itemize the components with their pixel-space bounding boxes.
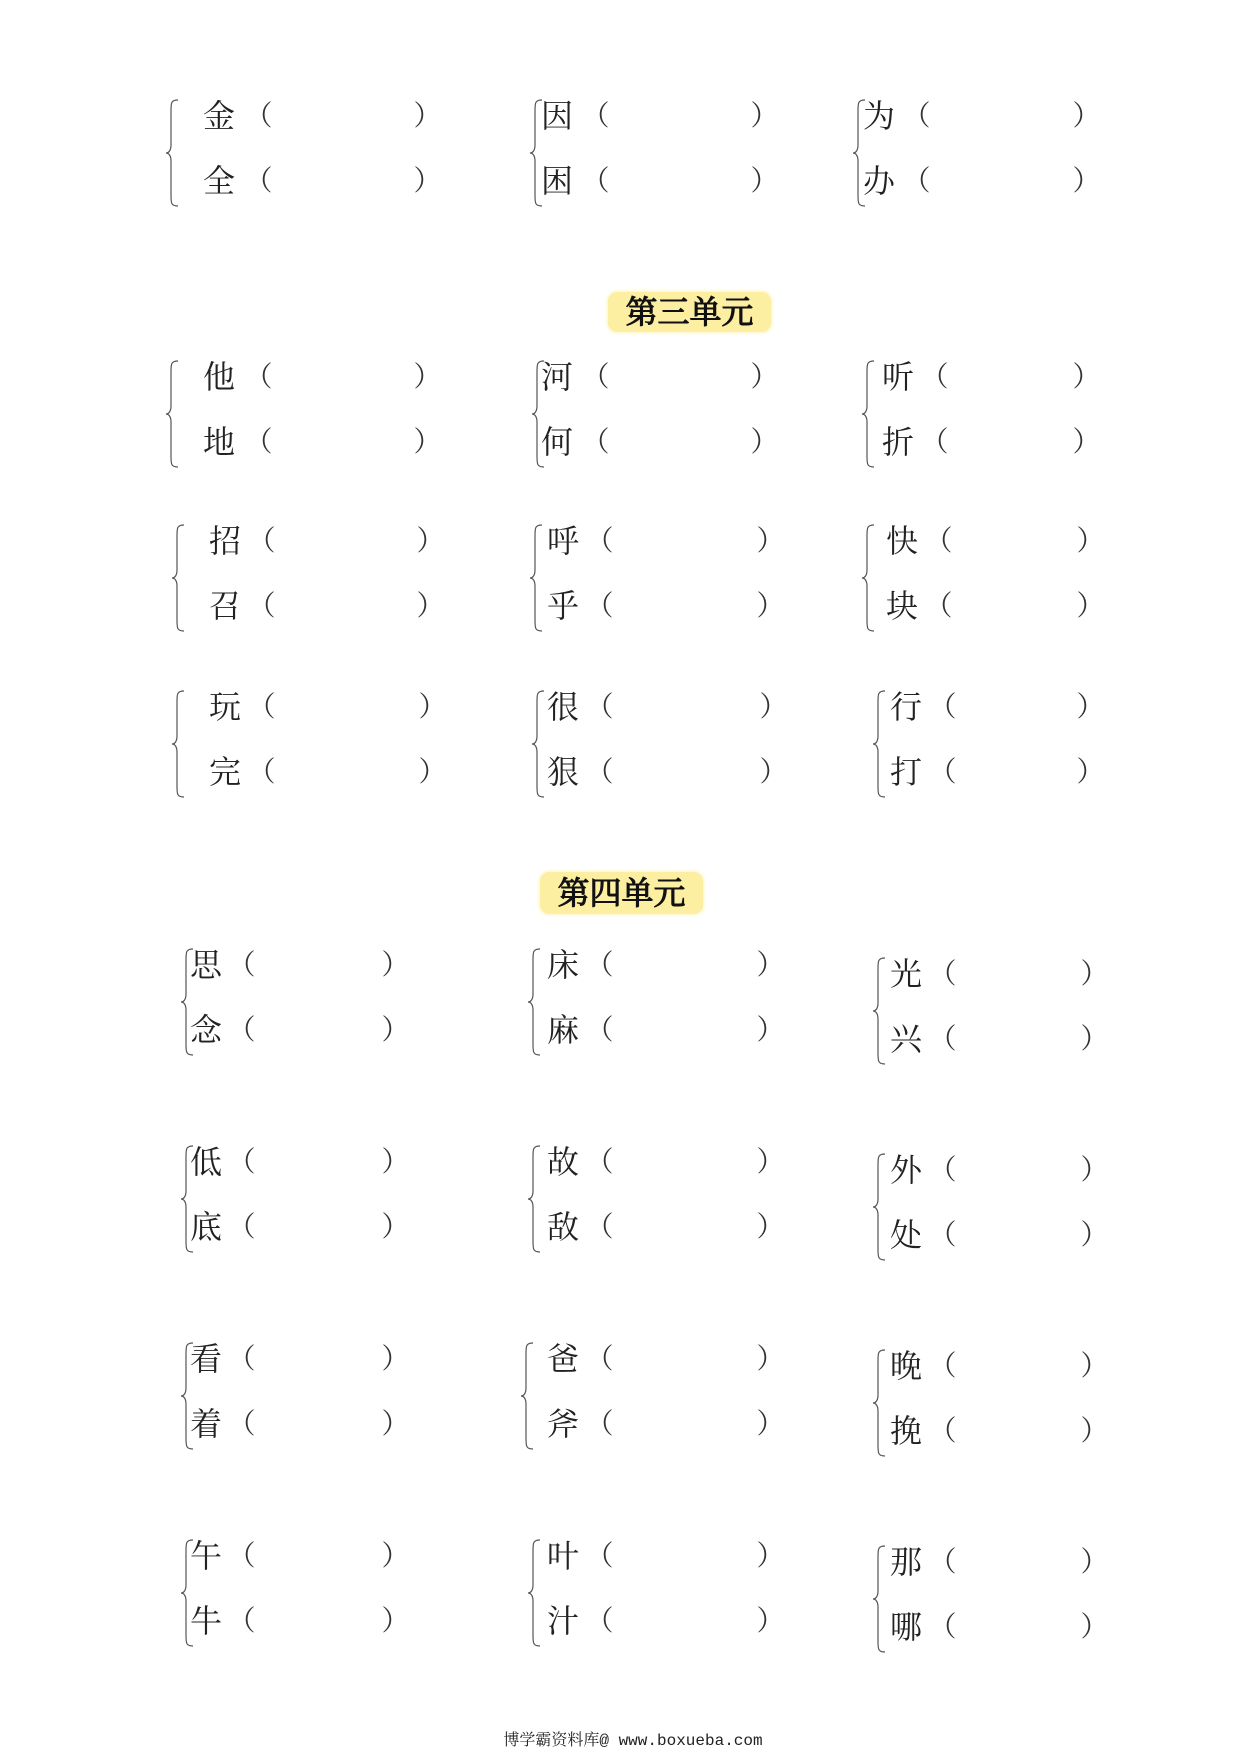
close-paren: ）: [750, 425, 779, 458]
pair-row: [180, 1604, 460, 1638]
open-paren: （: [227, 1539, 256, 1572]
pair-row: [527, 1013, 807, 1047]
close-paren: ）: [1072, 99, 1101, 132]
pair-row: [531, 360, 811, 394]
pair-row: [852, 99, 1132, 133]
close-paren: ）: [381, 1342, 410, 1375]
char-pair: [872, 1349, 1152, 1457]
open-paren: （: [928, 1218, 957, 1251]
character: 光: [889, 955, 922, 993]
character: 打: [889, 753, 922, 791]
character: 他: [202, 358, 235, 396]
close-paren: ）: [381, 1407, 410, 1440]
pair-row: [872, 1153, 1152, 1187]
open-paren: （: [247, 755, 276, 788]
open-paren: （: [247, 589, 276, 622]
open-paren: （: [581, 164, 610, 197]
character: 午: [189, 1537, 222, 1575]
open-paren: （: [244, 99, 273, 132]
open-paren: （: [581, 360, 610, 393]
char-pair: [852, 99, 1132, 207]
pair-row: [872, 1545, 1152, 1579]
open-paren: （: [902, 164, 931, 197]
open-paren: （: [247, 690, 276, 723]
char-pair: [529, 99, 809, 207]
open-paren: （: [244, 425, 273, 458]
pair-row: [527, 1145, 807, 1179]
character: 狠: [546, 753, 579, 791]
open-paren: （: [247, 524, 276, 557]
close-paren: ）: [1080, 1349, 1109, 1382]
pair-row: [861, 360, 1141, 394]
pair-row: [171, 755, 451, 789]
open-paren: （: [585, 1407, 614, 1440]
open-paren: （: [585, 1145, 614, 1178]
close-paren: ）: [759, 755, 788, 788]
close-paren: ）: [413, 425, 442, 458]
character: 玩: [208, 688, 241, 726]
character: 地: [202, 423, 235, 461]
close-paren: ）: [413, 360, 442, 393]
char-pair: [527, 1539, 807, 1647]
close-paren: ）: [413, 164, 442, 197]
character: 行: [889, 688, 922, 726]
pair-row: [180, 948, 460, 982]
close-paren: ）: [756, 948, 785, 981]
char-pair: [171, 690, 451, 798]
close-paren: ）: [756, 1604, 785, 1637]
open-paren: （: [928, 1349, 957, 1382]
pair-row: [180, 1145, 460, 1179]
pair-row: [527, 1210, 807, 1244]
close-paren: ）: [756, 1342, 785, 1375]
char-pair: [872, 1153, 1152, 1261]
pair-row: [171, 524, 451, 558]
close-paren: ）: [750, 164, 779, 197]
character: 块: [885, 587, 918, 625]
character: 晚: [889, 1347, 922, 1385]
close-paren: ）: [756, 524, 785, 557]
char-pair: [165, 360, 445, 468]
char-pair: [872, 957, 1152, 1065]
close-paren: ）: [759, 690, 788, 723]
char-pair: [531, 360, 811, 468]
char-pair: [527, 1145, 807, 1253]
open-paren: （: [585, 1539, 614, 1572]
close-paren: ）: [750, 360, 779, 393]
pair-row: [852, 164, 1132, 198]
character: 因: [540, 97, 573, 135]
open-paren: （: [920, 360, 949, 393]
char-pair: [531, 690, 811, 798]
pair-row: [520, 1342, 800, 1376]
open-paren: （: [920, 425, 949, 458]
char-pair: [171, 524, 451, 632]
open-paren: （: [227, 948, 256, 981]
close-paren: ）: [1076, 690, 1105, 723]
character: 招: [208, 522, 241, 560]
character: 为: [862, 97, 895, 135]
close-paren: ）: [1076, 589, 1105, 622]
close-paren: ）: [416, 524, 445, 557]
pair-row: [861, 425, 1141, 459]
pair-row: [180, 1539, 460, 1573]
open-paren: （: [227, 1407, 256, 1440]
close-paren: ）: [381, 948, 410, 981]
open-paren: （: [585, 948, 614, 981]
open-paren: （: [227, 1145, 256, 1178]
close-paren: ）: [1080, 1218, 1109, 1251]
open-paren: （: [928, 1022, 957, 1055]
close-paren: ）: [756, 1210, 785, 1243]
close-paren: ）: [1080, 1022, 1109, 1055]
char-pair: [180, 1145, 460, 1253]
open-paren: （: [585, 690, 614, 723]
open-paren: （: [227, 1210, 256, 1243]
close-paren: ）: [381, 1539, 410, 1572]
close-paren: ）: [1080, 957, 1109, 990]
character: 牛: [189, 1602, 222, 1640]
pair-row: [861, 524, 1141, 558]
character: 兴: [889, 1020, 922, 1058]
char-pair: [520, 1342, 800, 1450]
close-paren: ）: [418, 690, 447, 723]
close-paren: ）: [1080, 1414, 1109, 1447]
char-pair: [872, 690, 1152, 798]
pair-row: [861, 589, 1141, 623]
character: 着: [189, 1405, 222, 1443]
character: 听: [881, 358, 914, 396]
open-paren: （: [928, 690, 957, 723]
character: 金: [202, 97, 235, 135]
character: 哪: [889, 1608, 922, 1646]
pair-row: [531, 755, 811, 789]
close-paren: ）: [756, 1013, 785, 1046]
character: 叶: [546, 1537, 579, 1575]
character: 外: [889, 1151, 922, 1189]
close-paren: ）: [756, 1407, 785, 1440]
pair-row: [527, 1539, 807, 1573]
character: 故: [546, 1143, 579, 1181]
character: 汁: [546, 1602, 579, 1640]
pair-row: [872, 957, 1152, 991]
close-paren: ）: [418, 755, 447, 788]
pair-row: [180, 1013, 460, 1047]
pair-row: [872, 1414, 1152, 1448]
character: 处: [889, 1216, 922, 1254]
pair-row: [529, 99, 809, 133]
pair-row: [180, 1342, 460, 1376]
pair-row: [529, 524, 809, 558]
pair-row: [872, 1349, 1152, 1383]
close-paren: ）: [1080, 1153, 1109, 1186]
character: 看: [189, 1340, 222, 1378]
open-paren: （: [585, 1013, 614, 1046]
close-paren: ）: [1076, 755, 1105, 788]
char-pair: [872, 1545, 1152, 1653]
pair-row: [527, 1604, 807, 1638]
character: 乎: [546, 587, 579, 625]
open-paren: （: [924, 589, 953, 622]
pair-row: [531, 425, 811, 459]
open-paren: （: [924, 524, 953, 557]
close-paren: ）: [1072, 425, 1101, 458]
pair-row: [872, 1022, 1152, 1056]
open-paren: （: [244, 360, 273, 393]
pair-row: [180, 1210, 460, 1244]
character: 很: [546, 688, 579, 726]
open-paren: （: [585, 589, 614, 622]
close-paren: ）: [381, 1145, 410, 1178]
pair-row: [165, 360, 445, 394]
close-paren: ）: [1072, 360, 1101, 393]
open-paren: （: [581, 99, 610, 132]
pair-row: [872, 755, 1152, 789]
open-paren: （: [585, 1210, 614, 1243]
character: 困: [540, 162, 573, 200]
open-paren: （: [227, 1342, 256, 1375]
pair-row: [165, 425, 445, 459]
char-pair: [529, 524, 809, 632]
close-paren: ）: [381, 1013, 410, 1046]
close-paren: ）: [1080, 1545, 1109, 1578]
close-paren: ）: [1080, 1610, 1109, 1643]
close-paren: ）: [381, 1604, 410, 1637]
pair-row: [527, 948, 807, 982]
character: 低: [189, 1143, 222, 1181]
character: 办: [862, 162, 895, 200]
open-paren: （: [244, 164, 273, 197]
character: 敌: [546, 1208, 579, 1246]
character: 快: [885, 522, 918, 560]
char-pair: [165, 99, 445, 207]
open-paren: （: [928, 755, 957, 788]
character: 全: [202, 162, 235, 200]
pair-row: [171, 690, 451, 724]
open-paren: （: [928, 1610, 957, 1643]
open-paren: （: [585, 524, 614, 557]
character: 折: [881, 423, 914, 461]
close-paren: ）: [413, 99, 442, 132]
character: 底: [189, 1208, 222, 1246]
character: 召: [208, 587, 241, 625]
unit-heading: 第三单元: [608, 292, 771, 332]
pair-row: [171, 589, 451, 623]
close-paren: ）: [1076, 524, 1105, 557]
open-paren: （: [585, 1604, 614, 1637]
pair-row: [529, 589, 809, 623]
open-paren: （: [928, 1153, 957, 1186]
character: 那: [889, 1543, 922, 1581]
open-paren: （: [581, 425, 610, 458]
pair-row: [529, 164, 809, 198]
close-paren: ）: [756, 589, 785, 622]
open-paren: （: [227, 1013, 256, 1046]
pair-row: [165, 99, 445, 133]
char-pair: [180, 1342, 460, 1450]
pair-row: [520, 1407, 800, 1441]
open-paren: （: [227, 1604, 256, 1637]
character: 爸: [546, 1340, 579, 1378]
close-paren: ）: [750, 99, 779, 132]
pair-row: [872, 1218, 1152, 1252]
open-paren: （: [928, 957, 957, 990]
pair-row: [165, 164, 445, 198]
close-paren: ）: [756, 1145, 785, 1178]
char-pair: [180, 948, 460, 1056]
char-pair: [527, 948, 807, 1056]
character: 斧: [546, 1405, 579, 1443]
char-pair: [861, 360, 1141, 468]
char-pair: [180, 1539, 460, 1647]
open-paren: （: [585, 1342, 614, 1375]
character: 完: [208, 753, 241, 791]
open-paren: （: [928, 1414, 957, 1447]
pair-row: [872, 1610, 1152, 1644]
close-paren: ）: [381, 1210, 410, 1243]
character: 思: [189, 946, 222, 984]
pair-row: [872, 690, 1152, 724]
character: 何: [540, 423, 573, 461]
close-paren: ）: [756, 1539, 785, 1572]
character: 念: [189, 1011, 222, 1049]
close-paren: ）: [416, 589, 445, 622]
character: 床: [546, 946, 579, 984]
unit-heading: 第四单元: [540, 872, 703, 914]
character: 呼: [546, 522, 579, 560]
pair-row: [531, 690, 811, 724]
close-paren: ）: [1072, 164, 1101, 197]
character: 麻: [546, 1011, 579, 1049]
open-paren: （: [902, 99, 931, 132]
footer-watermark: 博学霸资料库@ www.boxueba.com: [503, 1732, 763, 1750]
character: 挽: [889, 1412, 922, 1450]
pair-row: [180, 1407, 460, 1441]
character: 河: [540, 358, 573, 396]
char-pair: [861, 524, 1141, 632]
open-paren: （: [585, 755, 614, 788]
open-paren: （: [928, 1545, 957, 1578]
